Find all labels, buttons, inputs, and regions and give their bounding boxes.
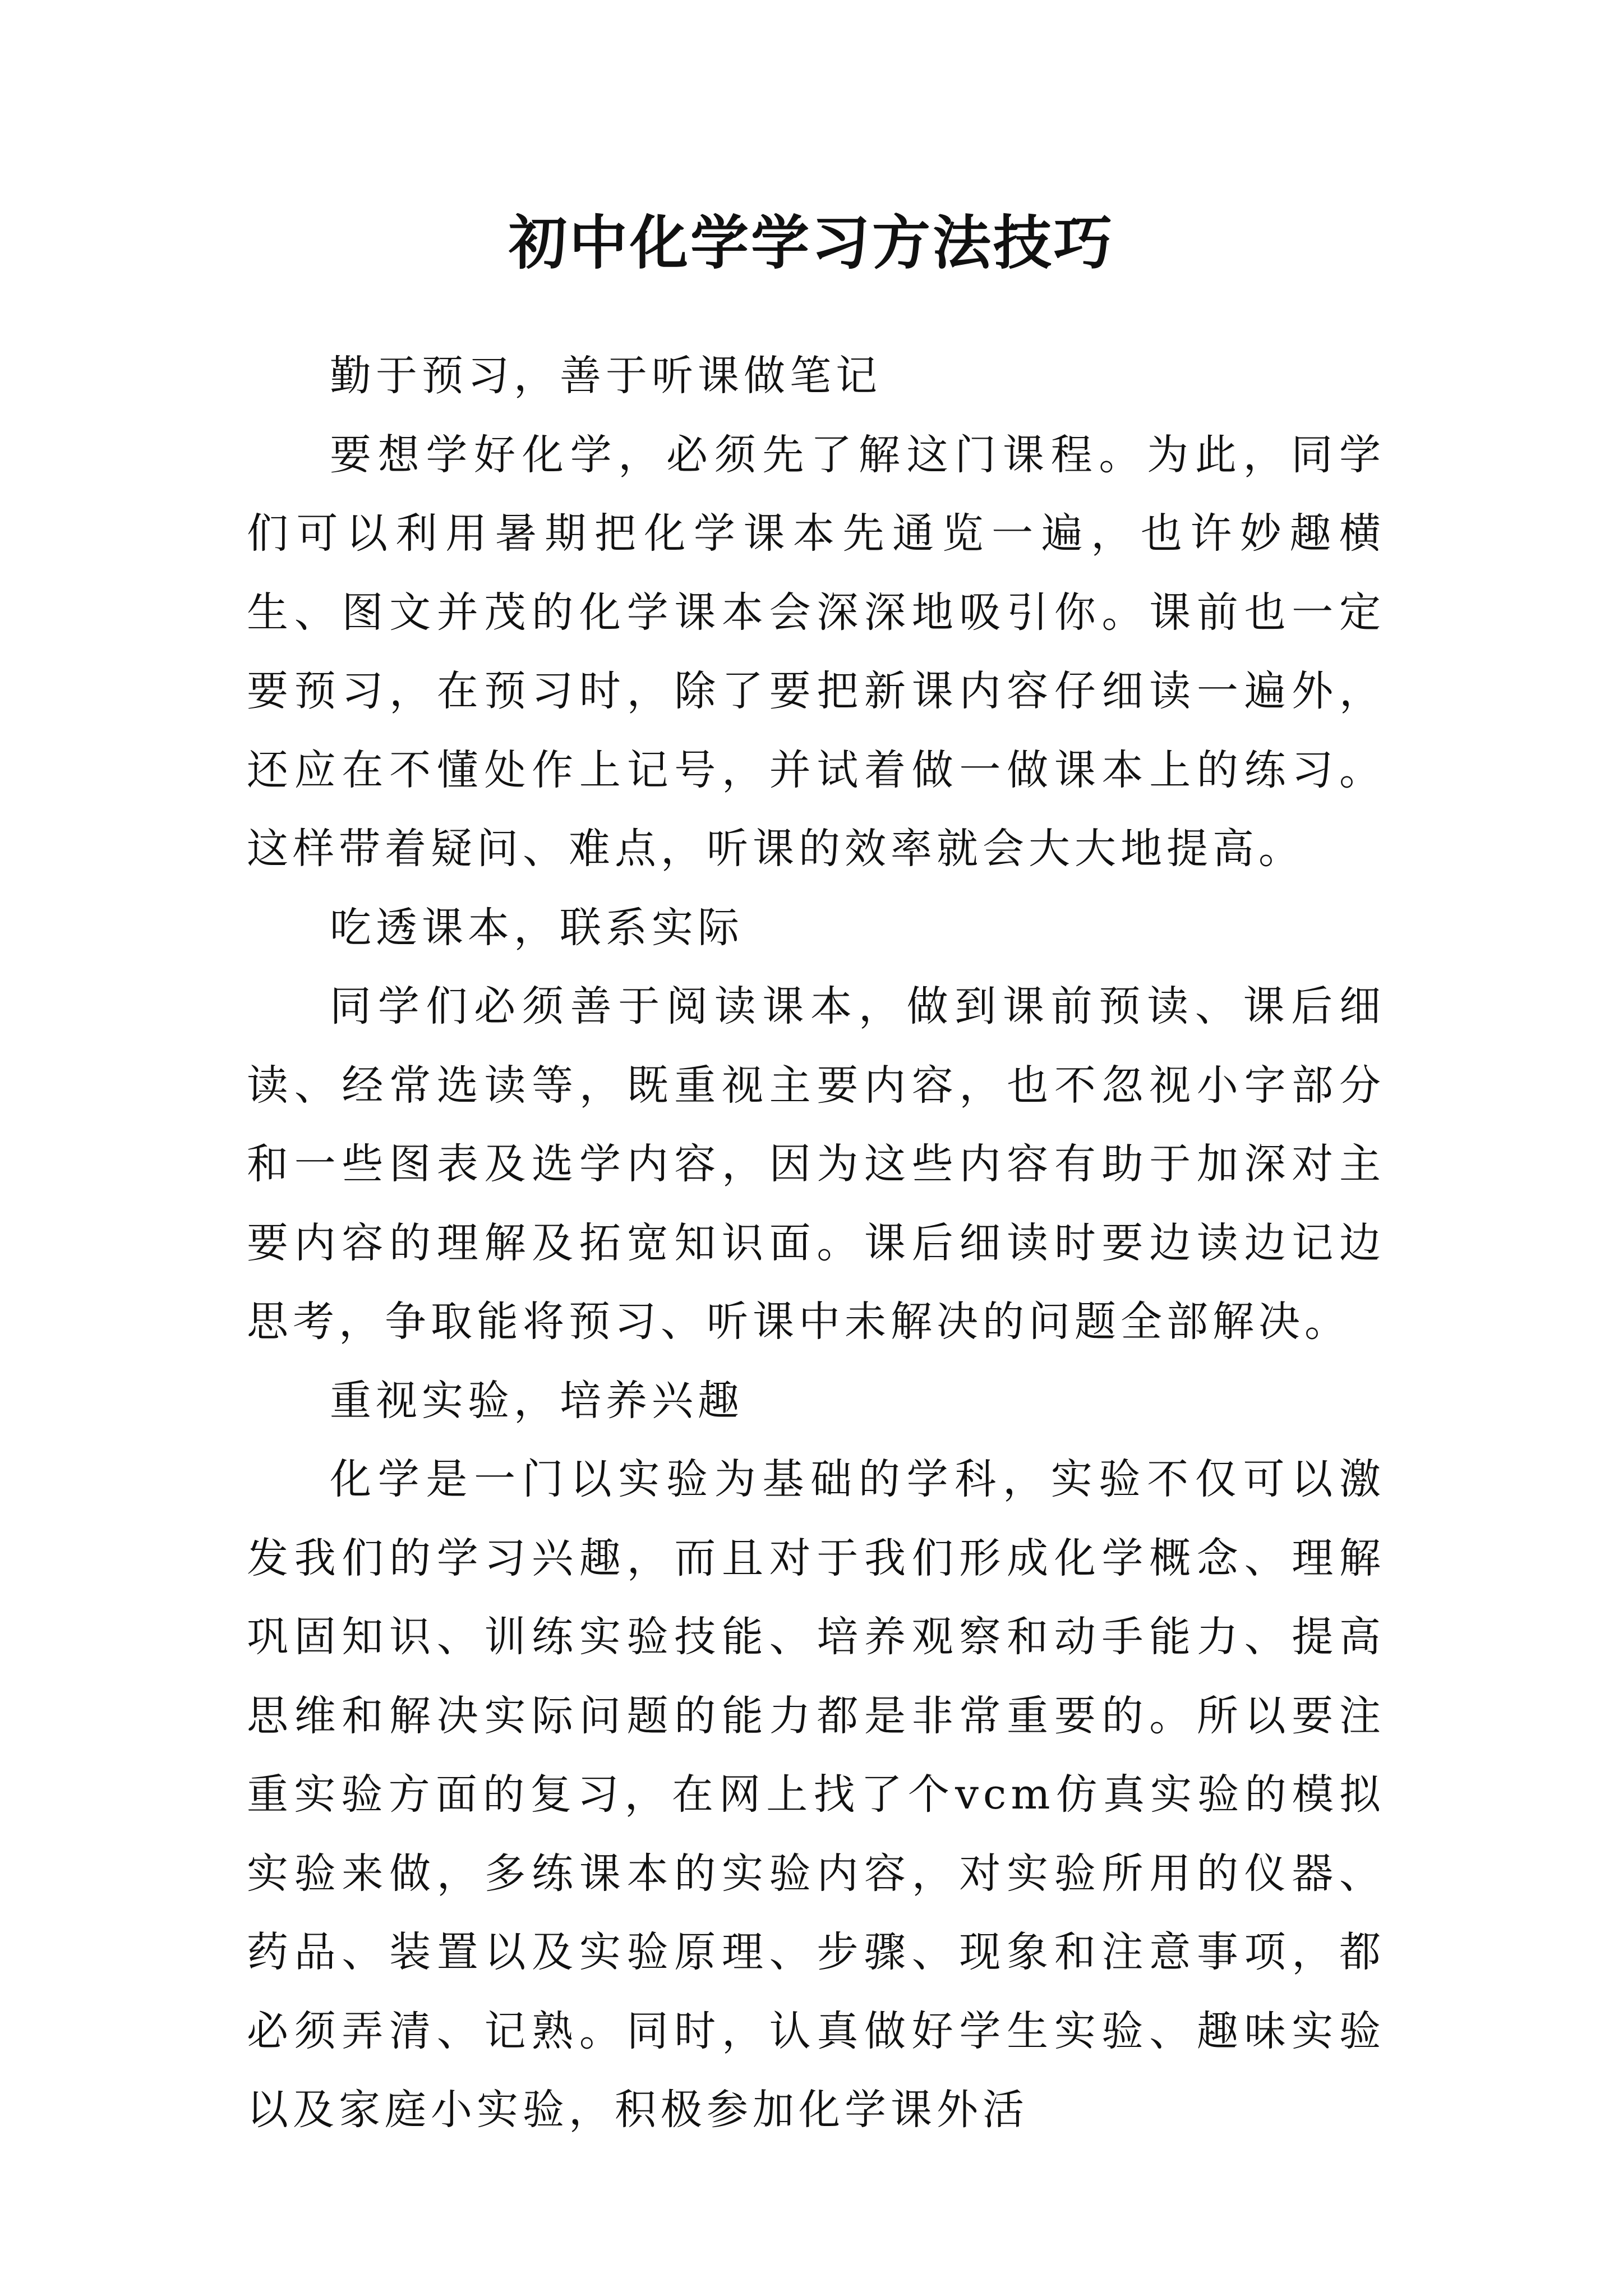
section-heading-preview: 勤于预习，善于听课做笔记 — [330, 352, 882, 400]
section-heading-experiment: 重视实验，培养兴趣 — [330, 1376, 744, 1425]
paragraph-experiment: 化学是一门以实验为基础的学科，实验不仅可以激发我们的学习兴趣，而且对于我们形成化学概念、理解巩固知识、训练实验技能、培养观察和动手能力、提高思维和解决实际问题的能力都是非常重要的。所以要注重实验方面的复习，在网上找了个vcm仿真实验的模拟实验来做，多练课本的实验内容，对实验所用的仪器、药品、装置以及实验原理、步骤、现象和注意事项，都必须弄清、记熟。同时，认真做好学生实验、趣味实验以及家庭小实验，积极参加化学课外活 — [247, 1455, 1385, 2134]
section-heading-textbook: 吃透课本，联系实际 — [330, 903, 744, 952]
paragraph-textbook: 同学们必须善于阅读课本，做到课前预读、课后细读、经常选读等，既重视主要内容，也不忽视小字部分和一些图表及选学内容，因为这些内容有助于加深对主要内容的理解及拓宽知识面。课后细读时要边读边记边思考，争取能将预习、听课中未解决的问题全部解决。 — [247, 982, 1385, 1346]
paragraph-preview: 要想学好化学，必须先了解这门课程。为此，同学们可以利用暑期把化学课本先通览一遍，也许妙趣横生、图文并茂的化学课本会深深地吸引你。课前也一定要预习，在预习时，除了要把新课内容仔细读一遍外，还应在不懂处作上记号，并试着做一做课本上的练习。这样带着疑问、难点，听课的效率就会大大地提高。 — [247, 430, 1385, 873]
document-title: 初中化学学习方法技巧 — [508, 208, 1114, 277]
document-body — [247, 337, 1385, 2150]
